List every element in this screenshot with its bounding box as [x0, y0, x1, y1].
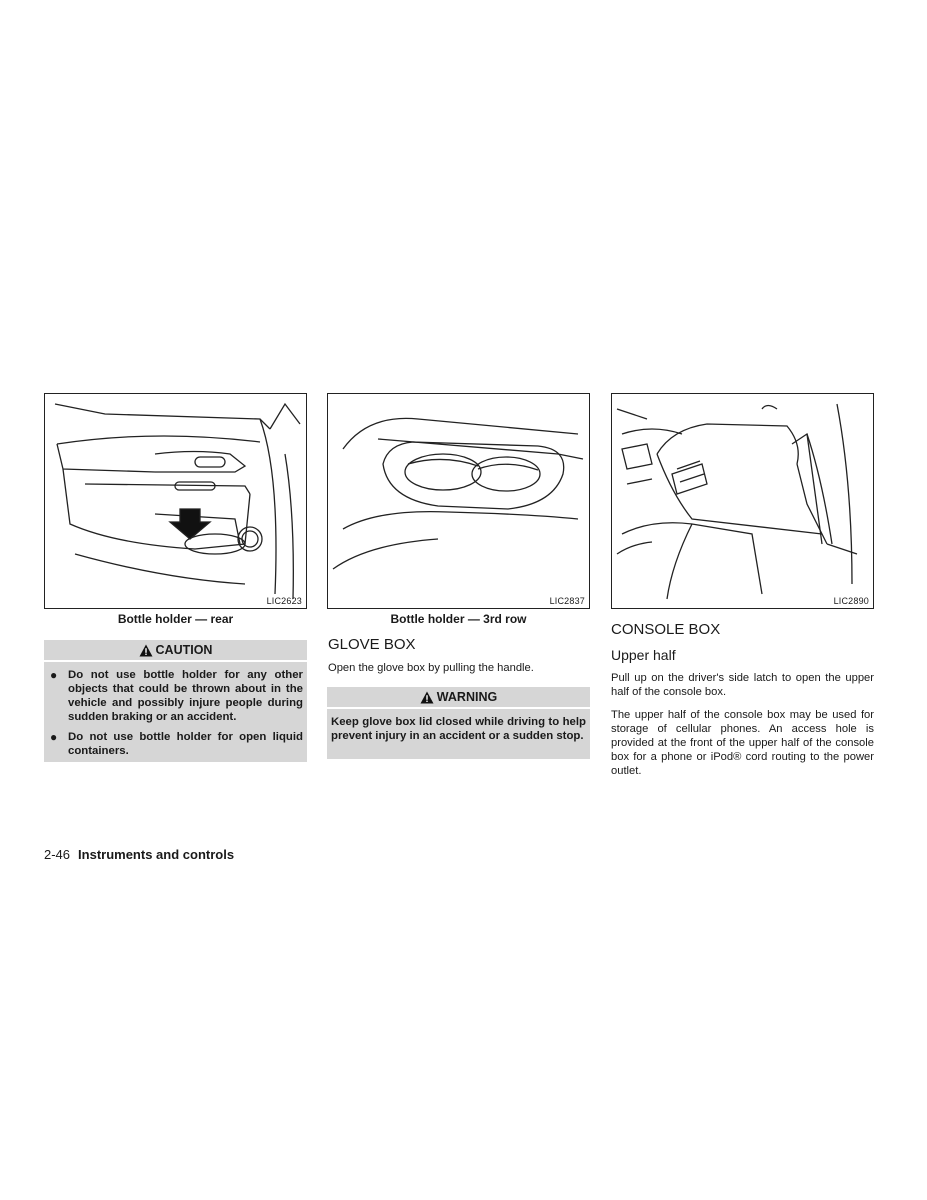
- rear-door-illustration: [45, 394, 306, 608]
- caution-title: [44, 640, 307, 662]
- caution-item-text: Do not use bottle holder for any other objects that could be thrown about in the vehicle and possibly injure people during sudden braking or an accident.: [68, 669, 303, 723]
- warning-title-text: WARNING: [436, 690, 498, 704]
- glove-box-text: Open the glove box by pulling the handle.: [328, 662, 534, 674]
- figure-bottle-holder-3rd-row: [327, 393, 590, 609]
- figure-code: LIC2837: [549, 596, 585, 606]
- upper-half-subheading: Upper half: [611, 647, 676, 663]
- figure-bottle-holder-rear: [44, 393, 307, 609]
- caution-item-text: Do not use bottle holder for open liquid containers.: [68, 731, 303, 757]
- figure-code: LIC2890: [833, 596, 869, 606]
- caution-item: ● Do not use bottle holder for open liquid containers.: [50, 730, 303, 757]
- page-number: 2-46: [44, 847, 71, 862]
- warning-text: Keep glove box lid closed while driving to help prevent injury in an accident or a sudden stop.: [331, 716, 586, 742]
- figure-caption: Bottle holder — 3rd row: [390, 612, 527, 626]
- caution-item: ● Do not use bottle holder for any other objects that could be thrown about in the vehicle and possibly injure people during sudden braking or an accident.: [50, 668, 303, 723]
- caution-box: [44, 640, 307, 762]
- figure-code: LIC2623: [266, 596, 302, 606]
- warning-triangle-icon: [420, 691, 434, 704]
- figure-console-box: [611, 393, 874, 609]
- caution-title-text: CAUTION: [155, 643, 213, 657]
- console-box-illustration: [612, 394, 873, 608]
- console-para-2: The upper half of the console box may be used for storage of cellular phones. An access hole is provided at the front of the upper half of the console box for a phone or iPod® cord routing to the power outlet.: [611, 709, 874, 777]
- console-box-heading: CONSOLE BOX: [611, 621, 721, 638]
- figure-caption: Bottle holder — rear: [117, 612, 234, 626]
- warning-box: [327, 687, 590, 759]
- glove-box-heading: GLOVE BOX: [328, 636, 416, 653]
- cupholder-illustration: [328, 394, 589, 608]
- warning-title: [327, 687, 590, 709]
- console-para-1: Pull up on the driver's side latch to open the upper half of the console box.: [611, 672, 874, 698]
- section-title: Instruments and controls: [78, 847, 235, 862]
- page-footer: [44, 847, 234, 862]
- warning-triangle-icon: [139, 644, 153, 657]
